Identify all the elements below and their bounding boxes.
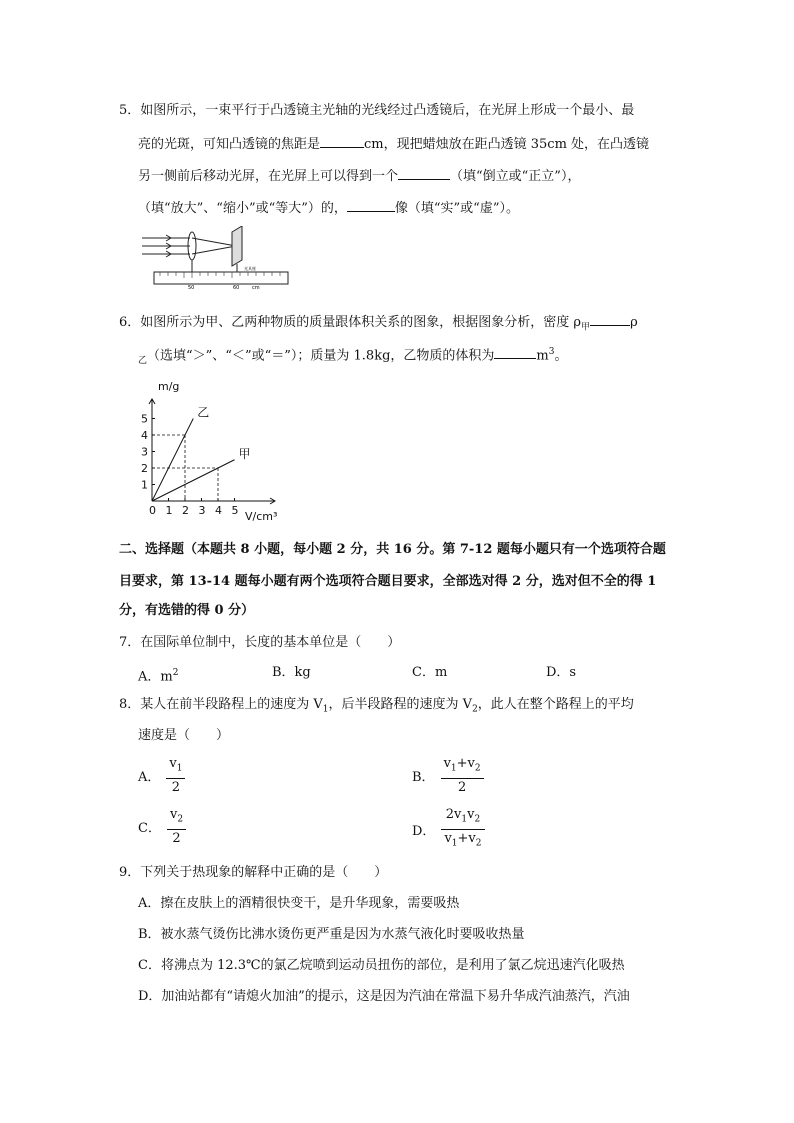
refracted-ray <box>192 246 236 254</box>
q8-sub: 2 <box>472 704 478 715</box>
den-sub: 2 <box>475 838 482 849</box>
q7-option-a[interactable] <box>138 665 178 685</box>
screen-label: 光具座 <box>244 266 256 271</box>
bench-tick-60: 60 <box>233 285 240 291</box>
q8-line-1 <box>119 697 634 718</box>
x-tick-label: 3 <box>198 504 206 517</box>
q9-option-a[interactable]: A．擦在皮肤上的酒精很快变干，是升华现象，需要吸热 <box>138 896 460 911</box>
num-sub: 1 <box>450 763 457 774</box>
num-sub: 2 <box>474 814 481 825</box>
fraction-numerator <box>441 806 484 830</box>
q9-option-b[interactable]: B．被水蒸气烫伤比沸水烫伤更严重是因为水蒸气液化时要吸收热量 <box>138 927 525 942</box>
num-text: v <box>169 756 177 771</box>
q5-line-3 <box>138 167 580 185</box>
x-tick-label: 0 <box>149 504 156 517</box>
q6-volume-blank[interactable] <box>494 346 536 359</box>
q9-option-c[interactable]: C．将沸点为 12.3℃的氯乙烷喷到运动员扭伤的部位，是利用了氯乙烷迅速汽化吸热 <box>138 958 625 973</box>
q5-image-blank[interactable] <box>347 199 395 212</box>
section-2-line-1: 二、选择题（本题共 8 小题，每小题 2 分，共 16 分。第 7-12 题每小题只有一个选项符合题 <box>119 542 666 557</box>
y-tick-label: 3 <box>141 445 148 459</box>
y-axis-label: m/g <box>158 380 180 393</box>
num-sub: 1 <box>461 814 468 825</box>
num-text: v <box>443 756 451 771</box>
q8-option-b-fraction <box>441 755 484 796</box>
den-text: v <box>444 830 452 846</box>
section-2-line-2: 目要求，第 13-14 题每小题有两个选项符合题目要求，全部选对得 2 分，选对但不全的得 1 <box>119 574 657 589</box>
q9-option-d[interactable]: D．加油站都有“请熄火加油”的提示，这是因为汽油在常温下易升华成汽油蒸汽，汽油 <box>138 989 630 1004</box>
num-text: +v <box>456 756 475 771</box>
optical-bench-figure <box>140 226 290 298</box>
q5-text: cm，现把蜡烛放在距凸透镜 35cm 处，在凸透镜 <box>364 137 650 152</box>
y-tick-label: 2 <box>141 462 148 475</box>
q8-option-d-fraction <box>441 806 484 852</box>
q8-option-c-fraction <box>167 806 186 847</box>
q5-line-2 <box>138 135 649 153</box>
bench-tick-50: 50 <box>188 285 195 291</box>
q8-option-d[interactable] <box>412 806 485 852</box>
q6-text: m <box>536 348 549 364</box>
q7-stem: 7．在国际单位制中，长度的基本单位是（ ） <box>119 635 401 650</box>
q6-sub-jia: 甲 <box>581 322 591 333</box>
section-2-line-3: 分，有选错的得 0 分） <box>119 603 255 618</box>
q6-text: ρ <box>630 315 638 330</box>
series-label: 乙 <box>197 405 210 420</box>
q8-option-c-label: C． <box>138 820 161 836</box>
y-tick-label: 4 <box>141 429 148 442</box>
q5-focal-blank[interactable] <box>320 135 364 148</box>
q5-line-1: 5．如图所示，一束平行于凸透镜主光轴的光线经过凸透镜后，在光屏上形成一个最小、最 <box>119 103 635 118</box>
q5-text: （填“倒立或“正立”）， <box>450 169 581 184</box>
fraction-denominator: 2 <box>172 830 181 846</box>
fraction-denominator <box>441 830 484 853</box>
num-text: 2v <box>445 807 462 822</box>
y-tick-label: 1 <box>141 478 148 492</box>
q8-line-2: 速度是（ ） <box>138 728 230 743</box>
q5-orientation-blank[interactable] <box>398 167 450 180</box>
q6-text: 6．如图所示为甲、乙两种物质的质量跟体积关系的图象，根据图象分析，密度 ρ <box>119 315 582 330</box>
x-tick-label: 5 <box>231 504 239 517</box>
q7-option-a-sup: 2 <box>172 668 179 678</box>
q8-text: 8．某人在前半段路程上的速度为 V <box>119 697 323 712</box>
q8-text: ，此人在整个路程上的平均 <box>477 697 634 712</box>
q6-line-1 <box>119 313 638 336</box>
q5-text: 亮的光斑，可知凸透镜的焦距是 <box>138 137 321 152</box>
fraction-numerator <box>441 755 484 779</box>
q6-density-blank[interactable] <box>590 313 630 326</box>
x-tick-label: 1 <box>165 504 173 517</box>
series-label: 甲 <box>238 446 251 461</box>
q8-option-b-label: B． <box>412 769 435 785</box>
x-axis-label: V/cm³ <box>245 510 278 523</box>
fraction-numerator <box>166 755 185 779</box>
x-tick-label: 4 <box>215 504 222 517</box>
q8-sub: 1 <box>322 704 329 715</box>
x-tick-label: 2 <box>182 504 189 517</box>
fraction-numerator <box>167 806 186 830</box>
q6-sub-yi: 乙 <box>138 355 148 366</box>
q6-text: （选填“＞”、“＜”或“＝”）；质量为 1.8kg，乙物质的体积为 <box>147 348 495 364</box>
q7-option-d[interactable]: D．s <box>546 665 577 680</box>
q8-text: ，后半段路程的速度为 V <box>328 697 473 712</box>
series-line <box>152 419 193 502</box>
bench-rail <box>154 272 288 284</box>
q8-option-b[interactable] <box>412 755 484 796</box>
q5-text: （填“放大”、“缩小”或“等大”）的， <box>138 201 347 216</box>
q8-option-a[interactable] <box>138 755 185 796</box>
num-sub: 1 <box>176 763 183 774</box>
q7-option-a-text: A．m <box>138 669 173 685</box>
fraction-denominator: 2 <box>171 779 181 795</box>
num-sub: 2 <box>474 763 481 774</box>
bench-unit: cm <box>252 285 260 291</box>
q8-option-d-label: D． <box>412 823 436 839</box>
num-text: v <box>467 807 475 822</box>
num-text: v <box>169 807 178 822</box>
series-line <box>152 460 235 501</box>
refracted-ray <box>192 238 236 246</box>
q8-option-a-label: A． <box>138 769 161 785</box>
q8-option-c[interactable] <box>138 806 186 847</box>
mass-volume-chart <box>138 378 308 526</box>
q7-option-c[interactable]: C．m <box>412 665 448 680</box>
den-sub: 1 <box>451 838 458 849</box>
q9-stem: 9．下列关于热现象的解释中正确的是（ ） <box>119 865 388 880</box>
q5-line-4 <box>138 199 519 217</box>
q5-text: 像（填“实”或“虚”）。 <box>394 201 519 216</box>
q5-text: 另一侧前后移动光屏，在光屏上可以得到一个 <box>138 169 399 184</box>
q8-option-a-fraction <box>166 755 185 796</box>
q6-sup: 3 <box>548 347 555 357</box>
y-tick-label: 5 <box>141 412 148 426</box>
den-text: +v <box>457 830 476 846</box>
num-sub: 2 <box>177 814 184 825</box>
q6-line-2 <box>138 344 567 369</box>
fraction-denominator: 2 <box>457 779 467 795</box>
light-screen <box>232 226 242 266</box>
q7-option-b[interactable]: B．kg <box>272 665 311 680</box>
q6-text: 。 <box>554 348 568 364</box>
